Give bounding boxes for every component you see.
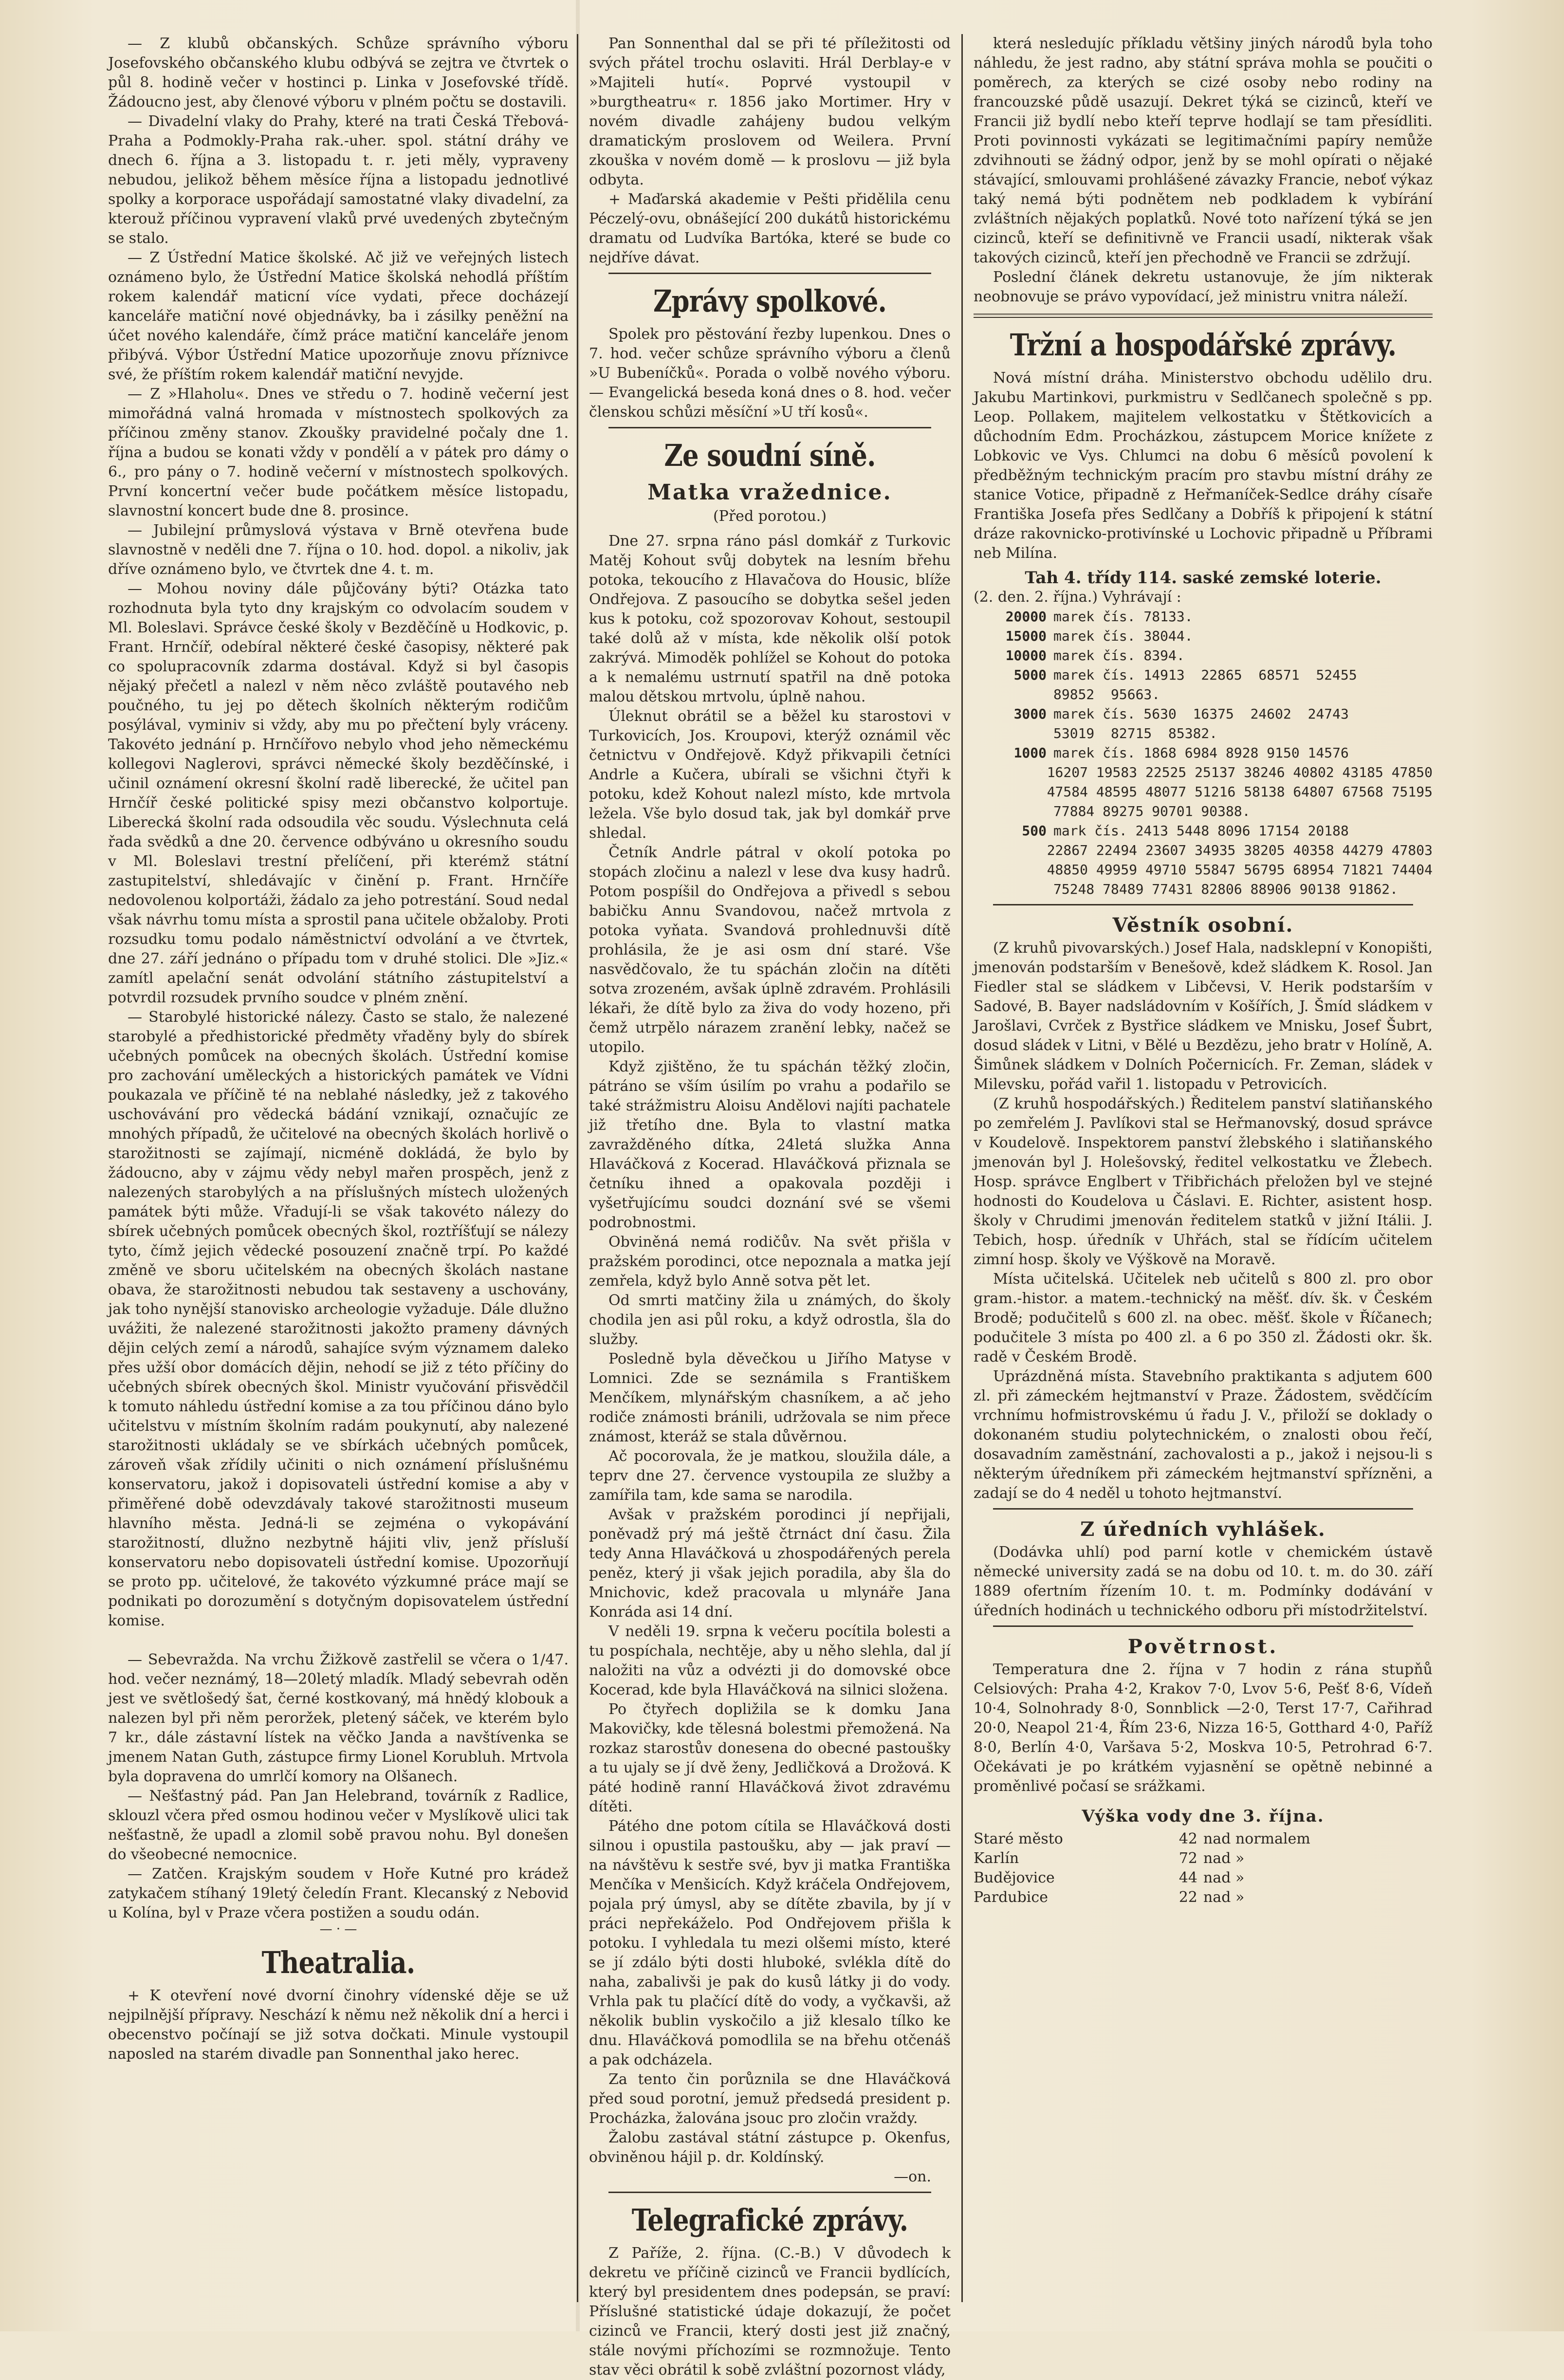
voda-title: Výška vody dne 3. října. (1082, 1807, 1325, 1826)
matka-title: Matka vražednice. (647, 480, 892, 505)
trzni-text: Nová místní dráha. Ministerstvo obchodu udělilo dru. Jakubu Martinkovi, purkmistru v Sedlčanech společně s pp. Leop. Pollakem, majitelem velkostatku v Štětkovicích a důchodním Edm. Procházkou, zástupcem Morice knížete z Lobkovic ve Vys. Chlumci na dobu 6 měsíců povolení k předběžným technickým pracím pro stavbu místní dráhy ze stanice Votice, připadně z Heřmaníček-Sedlce dráhy císaře Františka Josefa přes Sedlčany a Dobříš k připojení k státní dráze rakovnicko-protivínské u Lochovic připadně u Příbrami neb Milína. (974, 369, 1433, 562)
loterie-row (974, 782, 1433, 802)
loterie-amount (974, 841, 1047, 860)
loterie-amount (974, 860, 1047, 880)
vestnik-text (974, 939, 1433, 1270)
news-item: — Z Ústřední Matice školské. Ač již ve veřejných listech oznámeno bylo, že Ústřední Matice školská nehodlá příštím rokem kalendář maticní více vydati, přece docházejí kanceláře matiční nové objednávky, ba i zásilky peněžní na účet nového kalendáře, čímž práce matiční kanceláře jenom přibývá. Výbor Ústřední Matice upozorňuje znovu příznivce své, že příštím rokem kalendář matiční nevyjde. (108, 249, 569, 383)
court-paragraph: Od smrti matčiny žila u známých, do školy chodila jen asi půl roku, a když odrostla, šla do služby. (589, 1292, 951, 1348)
separator-rule (993, 904, 1413, 905)
separator-rule (993, 1508, 1413, 1510)
trzni-title: Tržní a hospodářské zprávy. (1010, 327, 1397, 363)
water-note: nad » (1203, 1869, 1245, 1886)
water-row (974, 1868, 1433, 1888)
loterie-row (974, 860, 1433, 880)
loterie-numbers: 22867 22494 23607 34935 38205 40358 44279 47803 (1047, 842, 1433, 858)
loterie-numbers: marek čís. 5630 16375 24602 24743 (1053, 706, 1349, 722)
spolkove-text: Spolek pro pěstování řezby lupenkou. Dnes o 7. hod. večer schůze správního výboru a členů »U Bubeníčků«. Porada o volbě nového výboru. — Evangelická beseda koná dnes o 8. hod. večer členskou schůzi měsíční »U tří kosů«. (589, 326, 951, 421)
loterie-amount: 5000 (1013, 667, 1047, 683)
urednich-text: (Dodávka uhlí) pod parní kotle v chemickém ústavě německé university zadá se na dobu od 10. t. m. do 30. září 1889 ofertním řízením 10. t. m. Podmínky dodávání v úředních hodinách u technického odboru při místodržitelství. (974, 1544, 1433, 1619)
loterie-row (974, 665, 1433, 685)
loterie-amount: 10000 (1005, 647, 1047, 664)
news-item: — Divadelní vlaky do Prahy, které na trati Česká Třebová-Praha a Podmokly-Praha rak.-uher. spol. státní dráhy ve dnech 6. října a 3. listopadu t. r. jeti měly, vypraveny nebudou, jelikož během měsíce října a listopadu jednotlivé spolky a korporace uspořádají samostatné vlaky divadelní, za kterouž příčinou vypravení vlaků prvé uvedených zbytečným se stalo. (108, 113, 569, 247)
loterie-row (974, 685, 1433, 704)
water-row (974, 1829, 1433, 1849)
loterie-row (974, 841, 1433, 860)
loterie-numbers: 53019 82715 85382. (1053, 725, 1218, 741)
column-1-news (108, 34, 569, 1631)
loterie-amount (974, 782, 1047, 802)
separator-double-rule (974, 314, 1433, 318)
column-1-police-news (108, 1650, 569, 1923)
loterie-amount (974, 802, 1053, 821)
water-place: Pardubice (974, 1889, 1048, 1906)
telegraf-paragraph: která nesledujíc příkladu většiny jiných národů byla toho náhledu, že jest radno, aby státní správa mohla se poučiti o poměrech, za kterých se cizé osoby nebo rodiny na francouzské půdě usazují. Dekret týká se cizinců, kteří ve Francii již bydlí nebo kteří teprve hodlají se tam přesídliti. Proti povinnosti vykázati se legitimačními papíry nemůže zdvihnouti se žádný odpor, jenž by se mohl opírati o nějaké stávající, smlouvami prohlášené závazky Francie, neboť výkaz taký nemá býti podnětem neb podkladem k vybírání zvláštních nějakých poplatků. Nové toto nařízení týká se jen cizinců, kteří se definitivně ve Francii usadí, nikterak však takových cizinců, kteří jen přechodně ve Francii se zdržují. (974, 35, 1433, 266)
urednich-title: Z úředních vyhlášek. (1080, 1518, 1326, 1541)
vestnik-title: Věstník osobní. (1112, 914, 1294, 937)
news-item: — Starobylé historické nálezy. Často se stalo, že nalezené starobylé a předhistorické předměty vřaděny byly do sbírek učebných pomůcek na obecných školách. Ústřední komise pro zachování uměleckých a historických památek ve Vídni poukazala ve příčině té na neblahé následky, jež z takového uschovávání pro vědecká bádání vznikají, označujíc ze mnohých případů, že učitelové na obecných školách horlivě o starožitnosti se zajímají, nicméně dokládá, že bylo by žádoucno, aby v zájmu vědy nebyl mařen prospěch, jenž z nalezených starobylých a na příslušných místech uložených památek býti může. Vřadují-li se však takovéto nálezy do sbírek učebných pomůcek obecných škol, roztříšťují se nálezy tyto, čímž jejich vědecké posouzení značně trpí. Po každé změně ve sboru učitelském na obecných školách nastane obava, že starožitnosti nebudou tak sestaveny a uschovány, jak toho nynější stanovisko archeologie vyžaduje. Dále dlužno uvážiti, že nalezené starožitnosti jakožto prameny dávných dějin celých zemí a národů, sahajíce svým významem daleko přes užší obor domácích dějin, nehodí se již z této příčiny do učebných sbírek obecných škol. Ministr vyučování přisvědčil k tomuto náhledu ústřední komise a za tou příčinou dáno bylo učitelstvu v místním školním radám poukynutí, aby nalezené starožitnosti ukládaly se ve sbírkách učebných pomůcek, zároveň však zřídily učiniti o nich oznámení příslušnému konservatoru, jakož i dopisovateli ústřední komise a aby v přiměřené době odevzdávaly takové starožitnosti museum hlavního města. Jedná-li se zejména o vykopávání starožitností, dlužno nezbytně hájiti vliv, jenž přísluší konservatoru nebo dopisovateli ústřední komise. Upozorňují se proto pp. učitelové, že takovéto výzkumné práce mají se podnikati po dorozumění s dotyčným dopisovatelem ústřední komise. (108, 1009, 569, 1629)
loterie-numbers: marek čís. 8394. (1053, 647, 1185, 664)
court-paragraph: Obviněná nemá rodičův. Na svět přišla v pražském porodinci, otce nepoznala a matka její zemřela, když bylo Anně sotva pět let. (589, 1234, 951, 1290)
loterie-amount: 20000 (1005, 609, 1047, 625)
loterie-row (974, 880, 1433, 899)
soudni-title: Ze soudní síně. (664, 438, 876, 473)
column-1 (97, 34, 579, 2302)
loterie-table (974, 607, 1433, 899)
matka-note: (Před porotou.) (713, 508, 827, 525)
mista-ucitelska: Místa učitelská. Učitelek neb učitelů s 800 zl. pro obor gram.-histor. a matem.-technický na měšť. dív. šk. v Českém Brodě; podučitelů s 600 zl. na obec. měšť. škole v Říčanech; podučitele 3 místa po 400 zl. a 6 po 350 zl. Žádosti okr. šk. radě v Českém Brodě. (974, 1271, 1433, 1365)
spolkove-title: Zprávy spolkové. (653, 283, 887, 319)
loterie-sub: (2. den. 2. října.) Vyhrávají : (974, 589, 1181, 606)
loterie-numbers: 77884 89275 90701 90388. (1053, 803, 1251, 819)
court-paragraph: Posledně byla děvečkou u Jiřího Matyse v Lomnici. Zde se seznámila s Františkem Menčíkem, mlynářským chasníkem, a ač jeho rodiče známosti bránili, udržovala se nim přece známost, kteráž se stala důvěrnou. (589, 1350, 951, 1445)
court-paragraph: Avšak v pražském porodinci jí nepřijali, poněvadž prý má ještě čtrnáct dní času. Žila tedy Anna Hlaváčková u zhospodářených perela peněz, který ji však jejich poradila, aby šla do Mnichovic, kdež pracovala u mlynáře Jana Konráda asi 14 dní. (589, 1506, 951, 1621)
loterie-numbers: 75248 78489 77431 82806 88906 90138 91862. (1053, 881, 1398, 897)
signoff: —on. (894, 2168, 931, 2185)
court-paragraph: Když zjištěno, že tu spáchán těžký zločin, pátráno se vším úsilím po vrahu a podařilo se také strážmistru Aloisu Andělovi najíti pachatele již třetího dne. Byla to vlastní matka zavražděného dítka, 24letá služka Anna Hlaváčková z Kocerad. Hlaváčková přiznala se četníku ihned a opakovala později i vyšetřujícímu soudci doznání své se všemi podrobnostmi. (589, 1058, 951, 1231)
water-val: 72 (1178, 1850, 1197, 1867)
water-levels (974, 1829, 1433, 1907)
court-paragraph: Ač pocorovala, že je matkou, sloužila dále, a teprv dne 27. července vystoupila ze služby a zamířila tam, kde sama se narodila. (589, 1448, 951, 1504)
loterie-numbers: 16207 19583 22525 25137 38246 40802 43185 47850 (1047, 764, 1433, 780)
loterie-row (974, 743, 1433, 763)
telegraf-title: Telegrafické zprávy. (631, 2202, 908, 2238)
loterie-row (974, 646, 1433, 665)
column-2-theatre-continuation (589, 34, 951, 268)
court-paragraph: Úleknut obrátil se a běžel ku starostovi v Turkovicích, Jos. Kroupovi, kterýž oznámil věc četnictvu v Ondřejově. Když přikvapili četníci Andrle a Kučera, ubírali se všichni čtyři k potoku, kdež Kohout nalezl místo, kde mrtvola ležela. Vše bylo dosud tak, jak byl domkář prve shledal. (589, 708, 951, 842)
loterie-row (974, 802, 1433, 821)
loterie-amount (974, 685, 1053, 704)
separator-rule (608, 2192, 931, 2193)
court-paragraph: Četník Andrle pátral v okolí potoka po stopách zločinu a nalezl v lese dva kusy hadrů. Potom pospíšil do Ondřejova a přivedl s sebou babičku Annu Svandovou, načež mrtvola z potoka vyňata. Svandová prohlednuvši dítě prohlásila, že je asi osm dní staré. Vše nasvědčovalo, že tu spáchán zločin na dítěti sotva zrozeném, avšak úplně zdravém. Prohlásili lékaři, že dítě bylo za živa do vody hozeno, při čemž utrpělo nárazem zranění lebky, načež se utopilo. (589, 844, 951, 1056)
loterie-numbers: mark čís. 2413 5448 8096 17154 20188 (1053, 823, 1349, 839)
telegraf-text: Z Paříže, 2. října. (C.-B.) V důvodech k dekretu ve příčině cizinců ve Francii bydlících, který byl presidentem dnes podepsán, se praví: Příslušné statistické údaje dokazují, že počet cizinců ve Francii, který dosti jest již značný, stále novými příchozími se rozmnožuje. Tento stav věci obrátil k sobě zvláštní pozornost vlády, (589, 2245, 951, 2379)
theatralia-title: Theatralia. (261, 1945, 415, 1980)
povetrnost-title: Povětrnost. (1127, 1635, 1279, 1658)
water-row (974, 1888, 1433, 1907)
loterie-numbers: marek čís. 1868 6984 8928 9150 14576 (1053, 745, 1349, 761)
water-val: 22 (1178, 1889, 1197, 1906)
water-note: nad » (1203, 1850, 1245, 1867)
loterie-head: Tah 4. třídy 114. saské zemské loterie. (1025, 568, 1381, 588)
loterie-row (974, 607, 1433, 627)
loterie-numbers: 89852 95663. (1053, 686, 1160, 702)
loterie-amount: 15000 (1005, 628, 1047, 644)
loterie-numbers: marek čís. 38044. (1053, 628, 1193, 644)
news-item: — Mohou noviny dále půjčovány býti? Otázka tato rozhodnuta byla tyto dny krajským co odvolacím soudem v Ml. Boleslavi. Správce české školy v Bezděčíně u Hodkovic, p. Frant. Hrnčíř, odebíral některé české časopisy, některé pak co spolupracovník zdarma dostával. Když si byl časopis nějaký přečetl a nalezl v něm něco zvláště poutavého neb poučného, tu jej po dětech školních některým rodičům posýlával, vyminiv si vždy, aby mu po přečtení byly vráceny. Takovéto jednání p. Hrnčířovo nebylo vhod jeho německému kollegovi Naglerovi, správci německé školy bezděčínské, i učinil oznámení okresní školní radě liberecké, že učitel pan Hrnčíř české politické spisy mezi občanstvo kolportuje. Liberecká školní rada odsoudila věc soudu. Výslechnuta celá řada svědků a dne 20. července odbýváno u okresního soudu v Ml. Boleslavi trestní přelíčení, při kterémž státní zastupitelství, shledávajíc v činění p. Frant. Hrnčíře nedovolenou kolportáži, žádalo za jeho potrestání. Soud nedal však návrhu tomu místa a sprostil pana učitele obžaloby. Proti rozsudku tomu podalo náměstnictví odvolání a ve čtvrtek, dne 27. září jednáno o případu tom v druhé stolici. Dle »Jiz.« zamítl apelační senát odvolání státního zástupitelství a potvrdil rozsudek prvního soudce v plném znění. (108, 580, 569, 1006)
loterie-row (974, 627, 1433, 646)
theatre-item: + Maďarská akademie v Pešti přidělila cenu Péczelý-ovu, obnášející 200 dukátů historickému dramatu od Ludvíka Bartóka, které se bude co nejdříve dávat. (589, 191, 951, 266)
loterie-numbers: 48850 49959 49710 55847 56795 68954 71821 74404 (1047, 862, 1433, 878)
loterie-numbers: marek čís. 14913 22865 68571 52455 (1053, 667, 1357, 683)
court-paragraph: Za tento čin porůznila se dne Hlaváčková před soud porotní, jemuž předsedá president p. Procházka, žalována jsouc pro zločin vraždy. (589, 2071, 951, 2127)
loterie-amount: 1000 (1013, 745, 1047, 761)
court-paragraph: V neděli 19. srpna k večeru pocítila bolesti a tu pospíchala, nechtěje, aby u něho slehla, dal jí naložiti na vůz a odvézti ji do domovské obce Kocerad, kde byla Hlaváčková na silnici složena. (589, 1623, 951, 1698)
water-val: 44 (1178, 1869, 1197, 1886)
water-place: Budějovice (974, 1869, 1055, 1886)
loterie-row (974, 704, 1433, 724)
news-item: — Zatčen. Krajským soudem v Hoře Kutné pro krádež zatykačem stíhaný 19letý čeledín Frant. Klecanský z Nebovid u Kolína, byl v Praze včera postižen a soudu odán. (108, 1865, 569, 1921)
court-paragraph: Žalobu zastával státní zástupce p. Okenfus, obviněnou hájil p. dr. Koldínský. (589, 2129, 951, 2166)
news-item: — Nešťastný pád. Pan Jan Helebrand, továrník z Radlice, sklouzl včera před osmou hodinou večer v Myslíkově ulici tak nešťastně, že upadl a zlomil sobě pravou nohu. Byl donešen do všeobecné nemocnice. (108, 1788, 569, 1863)
vestnik-paragraph: (Z kruhů pivovarských.) Josef Hala, nadsklepní v Konopišti, jmenován podstarším v Benešově, kdež sládkem K. Rosol. Jan Fiedler stal se sládkem v Libčevsi, V. Herik podstarším v Sadové, B. Bayer nadsládovním v Košířích, J. Šmíd sládkem v Jarošlavi, Cvrček z Bystřice sládkem ve Mnisku, Josef Šubrt, dosud sládek v Litni, v Bělé u Bezdězu, jeho bratr v Holíně, A. Šimůnek sládkem v Dolních Počernicích. Fr. Zeman, sládek v Milevsku, pořád vařil 1. listopadu v Petrovicích. (974, 940, 1433, 1093)
loterie-amount: 3000 (1013, 706, 1047, 722)
uprazdnena-mista: Uprázdněná místa. Stavebního praktikanta s adjutem 600 zl. při zámeckém hejtmanství v Praze. Žádostem, svědčícím vrchnímu hofmistrovskému ú řadu J. V., přiloží se doklady o dokonaném studiu polytechnickém, o znalosti obou řečí, dosavadním zaměstnání, zachovalosti a p., jakož i nejsou-li s některým úředníkem při zámeckém hejtmanství spřízněni, a zadají se do 4 neděl u tohoto hejtmanství. (974, 1368, 1433, 1502)
loterie-numbers: 47584 48595 48077 51216 58138 64807 67568 75195 (1047, 784, 1433, 800)
news-item: — Sebevražda. Na vrchu Žižkově zastřelil se včera o 1/47. hod. večer neznámý, 18—20letý mladík. Mladý sebevrah oděn jest ve světlošedý šat, černé kostkovaný, má hnědý klobouk a nalezen byl při něm peroržek, pletený sáček, ve kterém bylo 7 kr., dále zástavní lístek na věčko Janda a navštívenka se jmenem Natan Guth, zástupce firmy Lionel Korubluh. Mrtvola byla dopravena do umrlčí komory na Olšanech. (108, 1651, 569, 1785)
loterie-row (974, 821, 1433, 841)
column-3 (961, 34, 1443, 2302)
water-val: 42 (1178, 1830, 1197, 1847)
separator-rule (993, 1625, 1413, 1627)
loterie-numbers: marek čís. 78133. (1053, 609, 1193, 625)
loterie-row (974, 763, 1433, 782)
court-paragraph: Pátého dne potom cítila se Hlaváčková dosti silnou i opustila pastoušku, aby — jak praví — na návštěvu k sestře své, byv ji matka Františka Menčíka v Menšicích. Když kráčela Ondřejovem, pojala prý úmysl, aby se dítěte zbavila, by jí v práci nepřekáželo. Pod Ondřejovem přišla k potoku. I vyhledala tu mezi olšemi místo, které se jí zdálo býti dosti hluboké, svlékla dítě do naha, zabalivši je pak do kusů látky ji do vody. Vrhla pak tu plačící dítě do vody, a vyčkavši, až několik bublin vyskočilo a již klesalo tílko ke dnu. Hlaváčková pomodlila se na břehu otčenáš a pak odcházela. (589, 1818, 951, 2068)
water-place: Staré město (974, 1830, 1063, 1847)
separator: — · — (319, 1922, 357, 1937)
loterie-amount (974, 763, 1047, 782)
theatralia-text: + K otevření nové dvorní činohry vídenské děje se už nejpilnější přípravy. Neschází k němu než několik dní a herci i obecenstvo počínají se již sotva dočkati. Minule vystoupil naposled na starém divadle pan Sonnenthal jako herec. (108, 1987, 569, 2063)
theatre-item: Pan Sonnenthal dal se při té příležitosti od svých přátel trochu oslaviti. Hrál Derblay-e v »Majiteli hutí«. Poprvé vystoupil v »burgtheatru« r. 1856 jako Mortimer. Hry v novém divadle zahájeny budou velkým dramatickým proslovem od Weilera. První zkouška v novém domě — k proslovu — již byla odbyta. (589, 35, 951, 188)
loterie-amount (974, 724, 1053, 743)
loterie-amount (974, 880, 1053, 899)
news-item: — Jubilejní průmyslová výstava v Brně otevřena bude slavnostně v neděli dne 7. října o 10. hod. dopol. a nikoliv, jak dříve oznámeno bylo, ve čtvrtek dne 4. t. m. (108, 522, 569, 578)
water-note: nad » (1203, 1889, 1245, 1906)
court-paragraph: Po čtyřech dopližila se k domku Jana Makovičky, kde tělesná bolestmi přemožená. Na rozkaz starostův donesena do obecné pastoušky a tu ujaly se jí dvě ženy, Jedličková a Drožová. K páté hodině ranní Hlaváčková život zdravému dítěti. (589, 1701, 951, 1815)
water-note: nad normalem (1203, 1830, 1310, 1847)
loterie-amount: 500 (1022, 823, 1047, 839)
loterie-row (974, 724, 1433, 743)
news-item: — Z »Hlaholu«. Dnes ve středu o 7. hodině večerní jest mimořádná valná hromada v místnostech spolkových za příčinou změny stanov. Zkoušky pravidelné počaly dne 1. října a budou se konati vždy v pondělí a v pátek pro dámy o 6., pro pány o 7. hodině večerní v místnostech spolkových. První koncertní večer bude počátkem měsíce listopadu, slavnostní koncert bude dne 8. prosince. (108, 386, 569, 519)
telegraf-paragraph: Poslední článek dekretu ustanovuje, že jím nikterak neobnovuje se právo vypovídací, jež ministru vnitra náleží. (974, 269, 1433, 305)
news-item: — Z klubů občanských. Schůze správního výboru Josefovského občanského klubu odbývá se zejtra ve čtvrtek o půl 8. hodině večer v hostinci p. Linka v Josefovské třídě. Žádoucno jest, aby členové výboru v plném počtu se dostavili. (108, 35, 569, 111)
column-3-telegraf-continuation (974, 34, 1433, 307)
separator-rule (608, 427, 931, 428)
water-row (974, 1849, 1433, 1868)
water-place: Karlín (974, 1850, 1019, 1867)
povetrnost-text: Temperatura dne 2. října v 7 hodin z rána stupňů Celsiových: Praha 4·2, Krakov 7·0, Lvov 5·6, Pešť 8·6, Vídeň 10·4, Solnohrady 8·0, Sonnblick —2·0, Terst 17·7, Cařihrad 20·0, Neapol 21·4, Řím 23·6, Nizza 16·5, Gotthard 4·0, Paříž 8·0, Berlín 4·0, Varšava 5·2, Moskva 10·5, Petrohrad 6·7. Očekávati je po krátkém vyjasnění se opětně nebinné a proměnlivé počasí se srážkami. (974, 1661, 1433, 1795)
court-report (589, 532, 951, 2167)
separator-rule (608, 273, 931, 274)
column-2 (577, 34, 961, 2379)
court-paragraph: Dne 27. srpna ráno pásl domkář z Turkovic Matěj Kohout svůj dobytek na lesním břehu potoka, tekoucího z Hlavačova do Housic, blíže Ondřejova. Z pasoucího se dobytka sešel jeden kus k potoku, což spozorovav Kohout, sestoupil také dolů až v místa, kde několik olší potok zakrývá. Mimoděk pohlížel se Kohout do potoka a k nemalému ustrnutí spatřil na dně potoka malou dětskou mrtvolu, úplně nahou. (589, 533, 951, 705)
vestnik-paragraph: (Z kruhů hospodářských.) Ředitelem panství slatiňanského po zemřelém J. Pavlíkovi stal se Heřmanovský, dosud správce v Koudelově. Inspektorem panství žlebského i slatiňanského jmenován byl J. Holešovský, ředitel velkostatku ve Žlebech. Hosp. správce Englbert v Třibřichách přeložen byl ve stejné hodnosti do Koudelova u Čáslavi. E. Richter, asistent hosp. školy v Chrudimi jmenován ředitelem statků v jižní Itálii. J. Tebich, hosp. úředník v Uhřách, stal se řídícím učitelem zimní hosp. školy ve Výškově na Moravě. (974, 1095, 1433, 1268)
